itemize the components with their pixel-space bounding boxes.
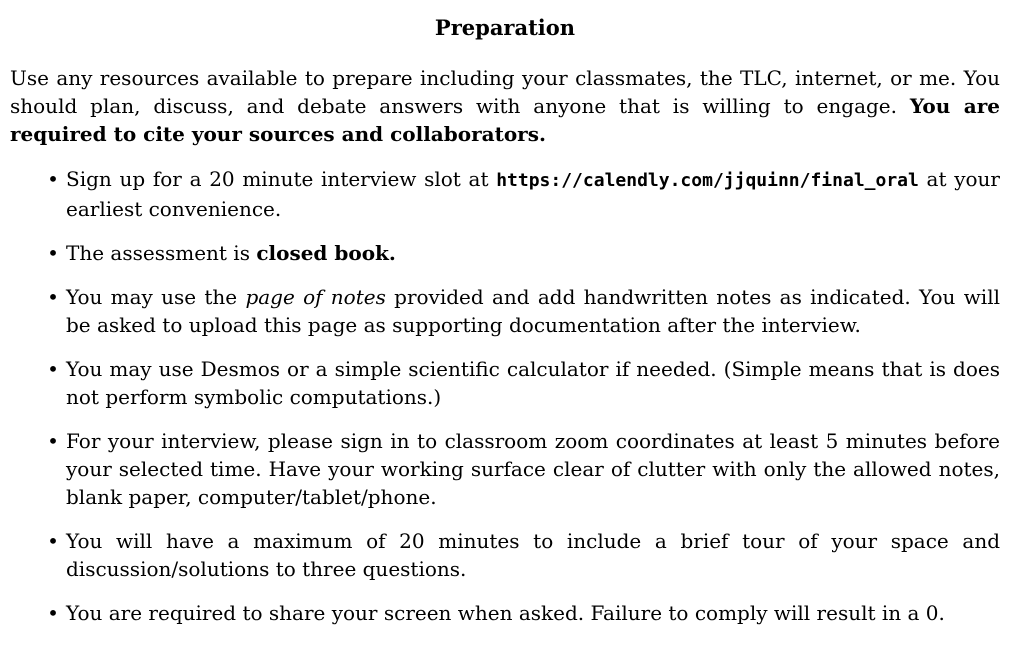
bullet-icon: • — [47, 357, 59, 381]
intro-text: Use any resources available to prepare including your classmates, the TLC, internet, or me. You should plan, discuss, and debate answers with anyone that is willing to engage. — [10, 66, 1000, 118]
interview-text: For your interview, please sign in to classroom zoom coordinates at least 5 minutes before your selected time. Have your working surface clear of clutter with only the allowed notes, blank paper, computer/tablet/phone. — [66, 429, 1000, 509]
notes-text-pre: You may use the — [66, 285, 238, 309]
section-title: Preparation — [434, 15, 576, 40]
bullet-icon: • — [47, 241, 59, 265]
list-item-interview — [10, 427, 1000, 511]
list-item-duration — [10, 527, 1000, 583]
bullet-icon: • — [47, 429, 59, 453]
bullet-icon: • — [47, 601, 59, 625]
notes-text-post: provided and add handwritten notes as indicated. You will be asked to upload this page as supporting documentation after the interview. — [66, 285, 1000, 337]
bullet-icon: • — [47, 167, 59, 191]
bullet-icon: • — [47, 529, 59, 553]
calendly-link[interactable]: https://calendly.com/jjquinn/final_oral — [496, 170, 919, 191]
signup-text-pre: Sign up for a 20 minute interview slot at — [66, 167, 489, 191]
list-item-signup — [10, 165, 1000, 223]
notes-text-italic: page of notes — [245, 285, 386, 309]
bullet-icon: • — [47, 285, 59, 309]
list-item-calculator — [10, 355, 1000, 411]
intro-required-text: You are required to cite your sources and collaborators. — [10, 94, 1001, 146]
list-item-notes — [10, 283, 1000, 339]
duration-text: You will have a maximum of 20 minutes to include a brief tour of your space and discussion/solutions to three questions. — [66, 529, 1000, 581]
list-item-closed-book — [10, 239, 1000, 267]
document-page — [0, 14, 1023, 657]
list-item-share-screen — [10, 599, 1000, 627]
closed-book-text-pre: The assessment is — [66, 241, 250, 265]
requirements-list — [10, 165, 1000, 627]
share-screen-text: You are required to share your screen when asked. Failure to comply will result in a 0. — [66, 601, 945, 625]
intro-paragraph — [10, 64, 1000, 148]
calculator-text: You may use Desmos or a simple scientific calculator if needed. (Simple means that is does not perform symbolic computations.) — [66, 357, 1000, 409]
signup-text-post: at your earliest convenience. — [66, 167, 1000, 221]
closed-book-text-bold: closed book. — [256, 241, 396, 265]
